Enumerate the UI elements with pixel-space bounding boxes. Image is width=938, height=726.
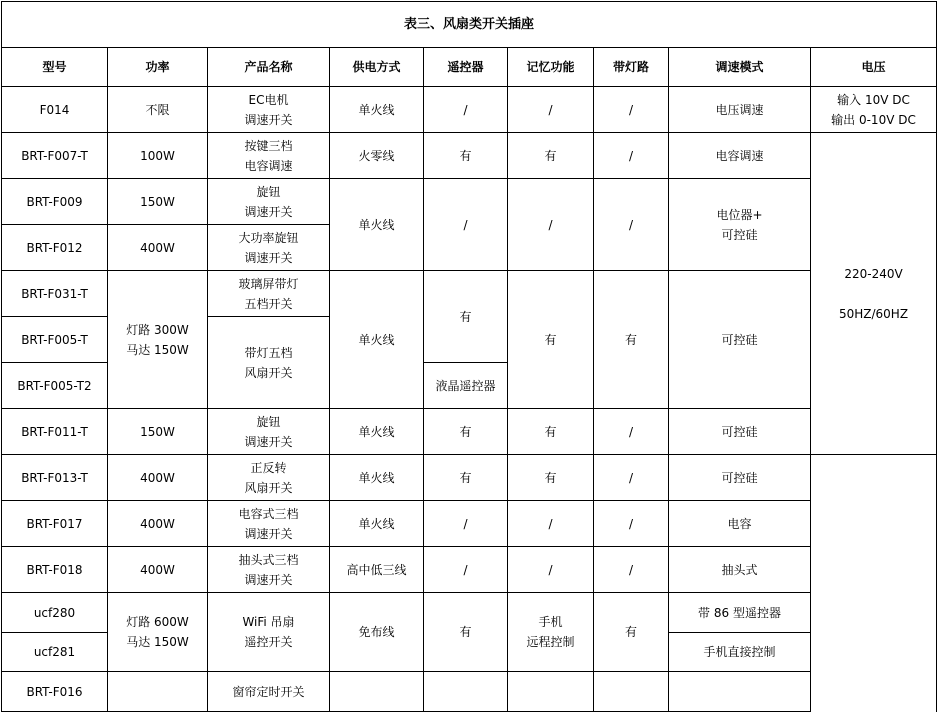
remote-cell: 有 [424, 409, 508, 455]
supply-cell: 火零线 [330, 133, 424, 179]
supply-cell: 单火线 [330, 455, 424, 501]
light-cell: 有 [594, 271, 669, 409]
name-line: 风扇开关 [244, 365, 293, 380]
light-cell: / [594, 179, 669, 271]
model-cell: BRT-F016 [2, 672, 108, 712]
product-name-cell [208, 179, 330, 225]
table-row [2, 87, 937, 133]
memory-cell: 有 [508, 133, 594, 179]
supply-cell: 单火线 [330, 271, 424, 409]
header-speed-mode: 调速模式 [669, 48, 811, 87]
name-line: 遥控开关 [244, 635, 293, 649]
remote-cell [424, 672, 508, 712]
mode-cell [669, 179, 811, 271]
model-cell: BRT-F031-T [2, 271, 108, 317]
supply-cell: 单火线 [330, 409, 424, 455]
mode-cell: 手机直接控制 [669, 633, 811, 672]
name-line: 调速开关 [244, 204, 293, 219]
memory-cell: / [508, 547, 594, 593]
table-row [2, 455, 937, 501]
model-cell: BRT-F005-T [2, 317, 108, 363]
power-cell: 100W [108, 133, 208, 179]
table-row [2, 133, 937, 179]
table-row [2, 547, 937, 593]
light-cell: / [594, 547, 669, 593]
remote-cell: 有 [424, 271, 508, 363]
supply-cell: 单火线 [330, 179, 424, 271]
name-line: 调速开关 [244, 434, 293, 449]
table-row [2, 271, 937, 317]
power-line: 马达 150W [126, 342, 189, 357]
model-cell: BRT-F007-T [2, 133, 108, 179]
power-cell [108, 672, 208, 712]
mode-cell: 可控硅 [669, 409, 811, 455]
memory-cell: / [508, 179, 594, 271]
table-title: 表三、风扇类开关插座 [2, 2, 937, 48]
name-line: 旋钮 [256, 414, 281, 429]
power-cell: 400W [108, 501, 208, 547]
name-line: 电容式三档 [238, 506, 299, 521]
product-name-cell [208, 133, 330, 179]
name-line: 风扇开关 [244, 480, 293, 495]
model-cell: BRT-F009 [2, 179, 108, 225]
mode-cell: 可控硅 [669, 455, 811, 501]
supply-cell: 高中低三线 [330, 547, 424, 593]
name-line: 正反转 [250, 460, 287, 475]
light-cell: / [594, 409, 669, 455]
light-cell: / [594, 455, 669, 501]
model-cell: ucf281 [2, 633, 108, 672]
memory-cell: 有 [508, 271, 594, 409]
supply-cell [330, 672, 424, 712]
light-cell: / [594, 133, 669, 179]
supply-cell: 单火线 [330, 501, 424, 547]
model-cell: F014 [2, 87, 108, 133]
name-line: 玻璃屏带灯 [238, 276, 299, 291]
voltage-group-cell [811, 133, 937, 455]
supply-cell: 免布线 [330, 593, 424, 672]
remote-cell: / [424, 87, 508, 133]
name-line: WiFi 吊扇 [242, 615, 295, 629]
table-row [2, 501, 937, 547]
product-name-cell [208, 547, 330, 593]
name-line: EC电机 [248, 92, 289, 107]
voltage-range: 220-240V [844, 266, 903, 281]
header-voltage: 电压 [811, 48, 937, 87]
mode-cell: 可控硅 [669, 271, 811, 409]
model-cell: BRT-F005-T2 [2, 363, 108, 409]
memory-cell [508, 672, 594, 712]
name-line: 五档开关 [244, 296, 293, 311]
remote-cell: / [424, 547, 508, 593]
header-row [2, 48, 937, 87]
voltage-line: 输入 10V DC [837, 92, 910, 107]
mode-cell: 电容调速 [669, 133, 811, 179]
remote-cell: 液晶遥控器 [424, 363, 508, 409]
power-line: 灯路 600W [126, 615, 189, 629]
product-name-cell [208, 271, 330, 317]
fan-switch-table [1, 1, 937, 712]
light-cell [594, 672, 669, 712]
memory-cell: 有 [508, 455, 594, 501]
memory-cell: / [508, 501, 594, 547]
model-cell: BRT-F012 [2, 225, 108, 271]
power-cell [108, 593, 208, 672]
mode-line: 可控硅 [721, 227, 758, 242]
remote-cell: 有 [424, 593, 508, 672]
remote-cell: 有 [424, 133, 508, 179]
power-cell: 400W [108, 547, 208, 593]
power-cell: 400W [108, 225, 208, 271]
memory-line: 手机 [538, 615, 563, 629]
voltage-line: 输出 0-10V DC [831, 112, 916, 127]
header-product-name: 产品名称 [208, 48, 330, 87]
model-cell: ucf280 [2, 593, 108, 633]
voltage-frequency: 50HZ/60HZ [838, 306, 909, 321]
model-cell: BRT-F013-T [2, 455, 108, 501]
product-name-cell [208, 87, 330, 133]
product-name-cell [208, 593, 330, 672]
name-line: 调速开关 [244, 526, 293, 541]
product-name-cell [208, 225, 330, 271]
power-line: 马达 150W [126, 635, 189, 649]
name-line: 电容调速 [244, 158, 293, 173]
name-line: 抽头式三档 [238, 552, 299, 567]
power-cell: 400W [108, 455, 208, 501]
product-name-cell: 窗帘定时开关 [208, 672, 330, 712]
name-line: 旋钮 [256, 184, 281, 199]
memory-cell [508, 593, 594, 672]
product-name-cell [208, 317, 330, 409]
memory-line: 远程控制 [526, 635, 575, 649]
model-cell: BRT-F018 [2, 547, 108, 593]
header-light-circuit: 带灯路 [594, 48, 669, 87]
name-line: 调速开关 [244, 250, 293, 265]
memory-cell: 有 [508, 409, 594, 455]
header-power-supply: 供电方式 [330, 48, 424, 87]
name-line: 按键三档 [244, 138, 293, 153]
remote-cell: 有 [424, 455, 508, 501]
header-power: 功率 [108, 48, 208, 87]
model-cell: BRT-F011-T [2, 409, 108, 455]
name-line: 调速开关 [244, 572, 293, 587]
table-row [2, 409, 937, 455]
voltage-cell [811, 87, 937, 133]
light-cell: / [594, 501, 669, 547]
mode-cell [669, 672, 811, 712]
name-line: 大功率旋钮 [238, 230, 299, 245]
mode-cell: 抽头式 [669, 547, 811, 593]
name-line: 带灯五档 [244, 345, 293, 360]
light-cell: 有 [594, 593, 669, 672]
power-line: 灯路 300W [126, 322, 189, 337]
spec-sheet [1, 1, 936, 724]
power-cell: 不限 [108, 87, 208, 133]
header-remote: 遥控器 [424, 48, 508, 87]
power-cell: 150W [108, 409, 208, 455]
header-memory: 记忆功能 [508, 48, 594, 87]
remote-cell: / [424, 501, 508, 547]
mode-cell: 带 86 型遥控器 [669, 593, 811, 633]
supply-cell: 单火线 [330, 87, 424, 133]
product-name-cell [208, 409, 330, 455]
mode-cell: 电压调速 [669, 87, 811, 133]
remote-cell: / [424, 179, 508, 271]
light-cell: / [594, 87, 669, 133]
power-cell: 150W [108, 179, 208, 225]
power-cell [108, 271, 208, 409]
table-row [2, 593, 937, 633]
memory-cell: / [508, 87, 594, 133]
product-name-cell [208, 455, 330, 501]
model-cell: BRT-F017 [2, 501, 108, 547]
product-name-cell [208, 501, 330, 547]
name-line: 调速开关 [244, 112, 293, 127]
mode-cell: 电容 [669, 501, 811, 547]
header-model: 型号 [2, 48, 108, 87]
mode-line: 电位器+ [716, 207, 763, 222]
table-row [2, 672, 937, 712]
table-row [2, 179, 937, 225]
